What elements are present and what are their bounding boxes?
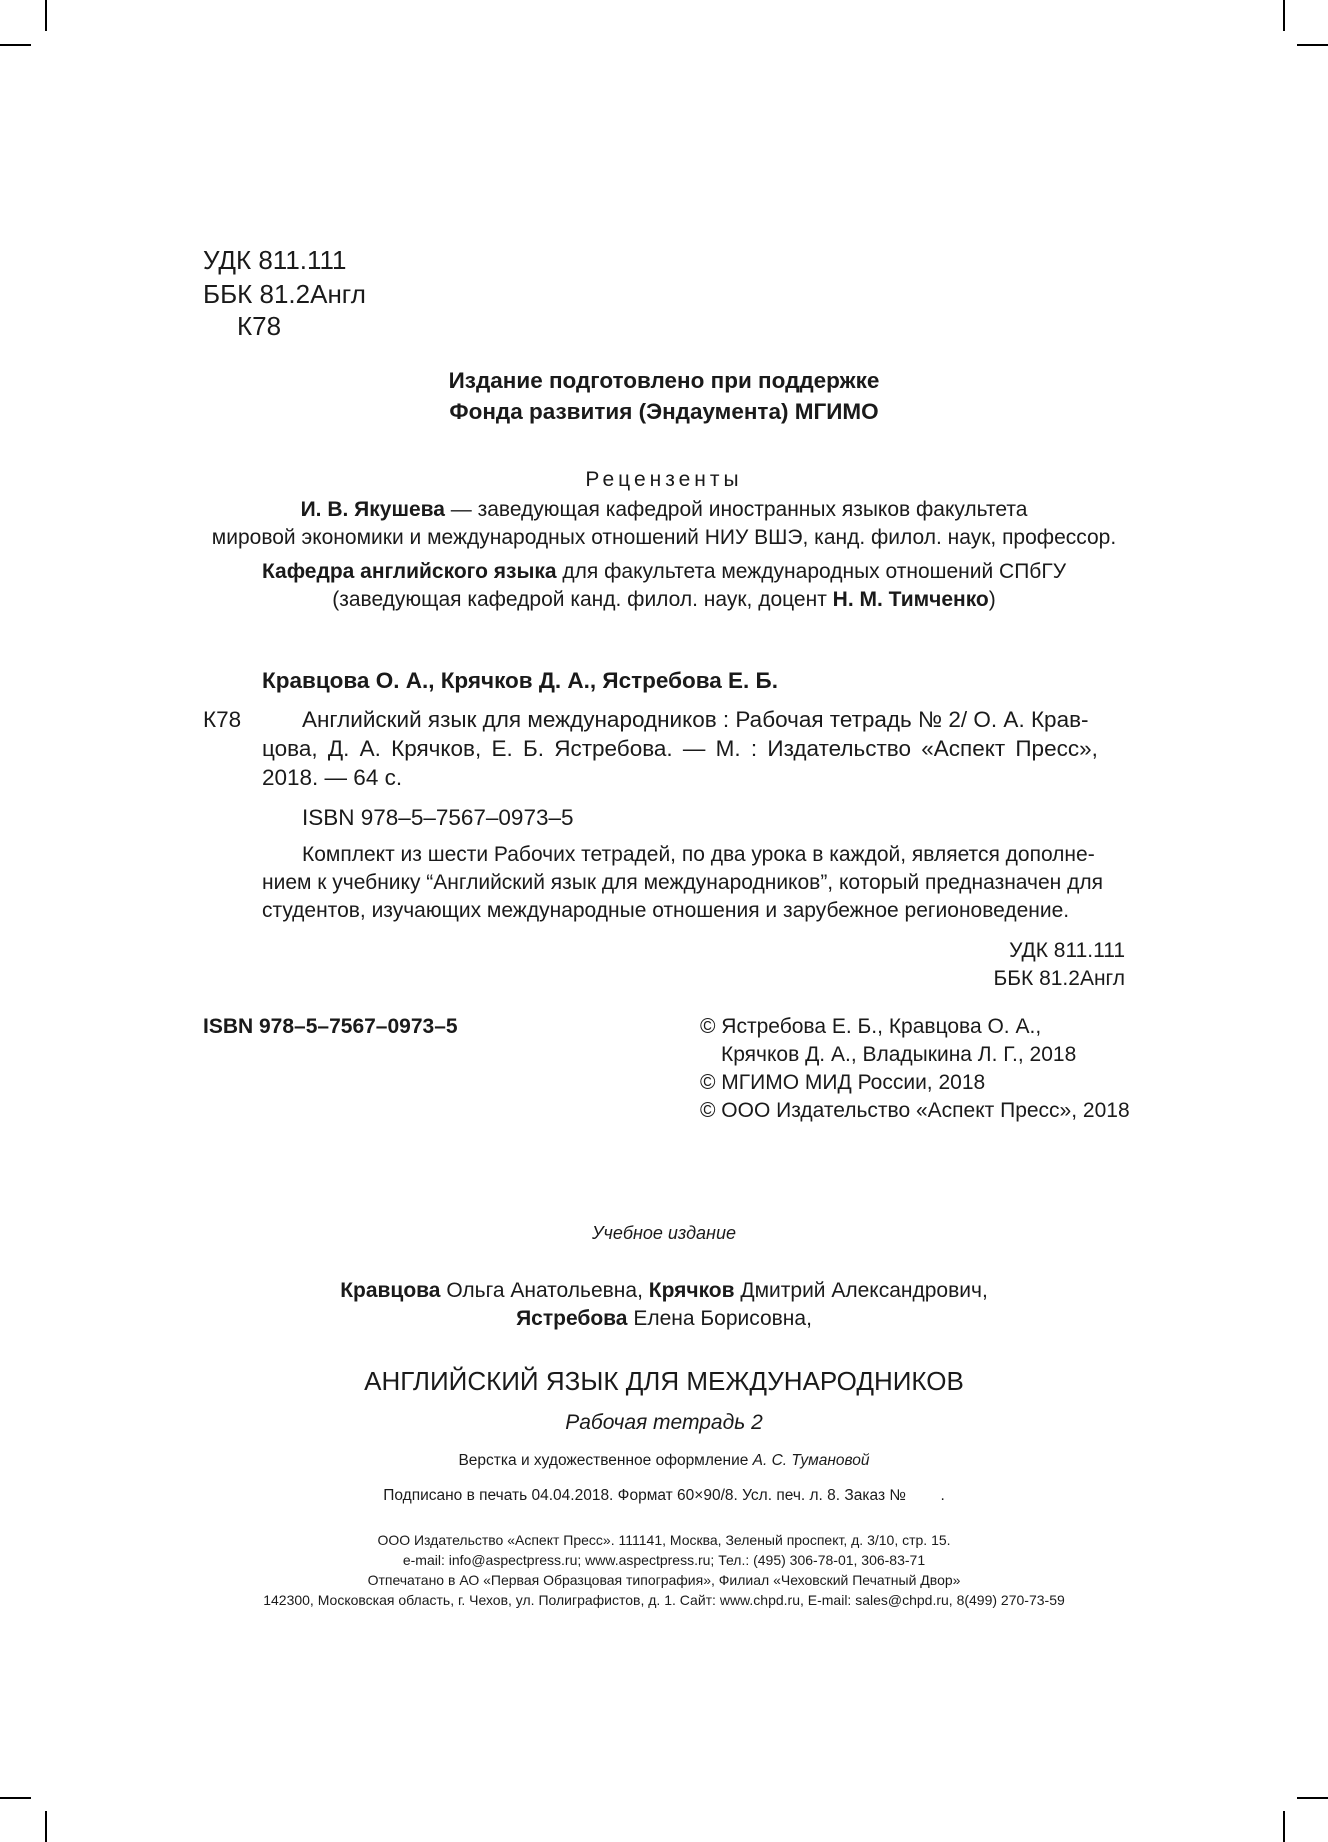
crop-mark-bottom-left-h (0, 1797, 31, 1799)
crop-mark-bottom-left-v (45, 1811, 47, 1842)
reviewer-2-name: Кафедра английского языка (261, 560, 557, 583)
crop-mark-bottom-right-v (1283, 1811, 1285, 1842)
reviewer-2-text-2b: ) (988, 588, 996, 611)
copyright-line-2: Крячков Д. А., Владыкина Л. Г., 2018 (721, 1043, 1077, 1066)
classification-author-mark: К78 (237, 311, 282, 341)
reviewer-2 (203, 558, 1125, 614)
biblio-authors: Кравцова О. А., Крячков Д. А., Ястребова Е. Б. (262, 668, 778, 693)
publisher-info (120, 1530, 1208, 1610)
publisher-line-2: e-mail: info@aspectpress.ru; www.aspectpress.ru; Тел.: (495) 306-78-01, 306-83-71 (402, 1552, 926, 1568)
crop-mark-bottom-right-h (1297, 1797, 1328, 1799)
crop-mark-top-right-h (1297, 44, 1328, 46)
book-subtitle: Рабочая тетрадь 2 (565, 1411, 763, 1434)
author-2-surname: Крячков (648, 1279, 735, 1302)
book-title: АНГЛИЙСКИЙ ЯЗЫК ДЛЯ МЕЖДУНАРОДНИКОВ (364, 1366, 964, 1396)
author-1-name: Ольга Анатольевна, (440, 1279, 649, 1302)
classification-bbk: ББК 81.2Англ (203, 279, 366, 309)
support-statement (203, 366, 1125, 426)
biblio-desc-line-1: Английский язык для международников : Рабочая тетрадь № 2/ О. А. Крав- (302, 707, 1089, 732)
copyright-line-3: © МГИМО МИД России, 2018 (700, 1071, 986, 1094)
crop-mark-top-left-v (45, 0, 47, 31)
copyright-block (700, 1013, 1130, 1125)
biblio-description (262, 705, 1125, 792)
layout-credit (203, 1450, 1125, 1471)
reviewer-1-text-1: — заведующая кафедрой иностранных языков факультета (444, 498, 1028, 521)
biblio-udk: УДК 811.111 (1009, 939, 1125, 962)
author-3-surname: Ястребова (516, 1307, 628, 1330)
biblio-desc-line-2: цова, Д. А. Крячков, Е. Б. Ястребова. — М. : Издательство «Аспект Пресс», (262, 736, 1098, 761)
reviewers-heading: Рецензенты (585, 468, 743, 491)
biblio-isbn: ISBN 978–5–7567–0973–5 (302, 805, 574, 830)
author-1-surname: Кравцова (340, 1279, 441, 1302)
isbn-main: ISBN 978–5–7567–0973–5 (203, 1015, 458, 1038)
reviewer-1 (203, 496, 1125, 552)
imprint-authors (203, 1277, 1125, 1333)
print-info: Подписано в печать 04.04.2018. Формат 60×90/8. Усл. печ. л. 8. Заказ № . (383, 1487, 945, 1504)
classification-udk: УДК 811.111 (203, 245, 347, 275)
copyright-line-1: © Ястребова Е. Б., Кравцова О. А., (700, 1015, 1042, 1038)
crop-mark-top-left-h (0, 44, 31, 46)
annotation-line-3: студентов, изучающих международные отношения и зарубежное регионоведение. (262, 899, 1070, 922)
layout-credit-name: А. С. Тумановой (752, 1452, 870, 1469)
reviewer-2-head: Н. М. Тимченко (832, 588, 989, 611)
publisher-line-1: ООО Издательство «Аспект Пресс». 111141, Москва, Зеленый проспект, д. 3/10, стр. 15. (377, 1532, 951, 1548)
reviewer-1-text-2: мировой экономики и международных отношений НИУ ВШЭ, канд. филол. наук, профессор. (211, 526, 1117, 549)
copyright-line-4: © ООО Издательство «Аспект Пресс», 2018 (700, 1099, 1130, 1122)
reviewer-1-name: И. В. Якушева (300, 498, 445, 521)
layout-credit-text: Верстка и художественное оформление (458, 1452, 753, 1469)
author-3-name: Елена Борисовна, (627, 1307, 812, 1330)
annotation-line-1: Комплект из шести Рабочих тетрадей, по два урока в каждой, является дополне- (302, 843, 1095, 866)
biblio-desc-line-3: 2018. — 64 с. (262, 765, 403, 790)
biblio-bbk: ББК 81.2Англ (993, 967, 1125, 990)
edition-type: Учебное издание (592, 1223, 736, 1243)
crop-mark-top-right-v (1283, 0, 1285, 31)
reviewer-2-text-2a: (заведующая кафедрой канд. филол. наук, доцент (332, 588, 833, 611)
reviewer-2-text-1: для факультета международных отношений СПбГУ (556, 560, 1067, 583)
biblio-annotation (262, 841, 1125, 925)
support-line-2: Фонда развития (Эндаумента) МГИМО (449, 399, 879, 424)
publisher-line-4: 142300, Московская область, г. Чехов, ул. Полиграфистов, д. 1. Сайт: www.chpd.ru, E-mail: sales@chpd.ru, 8(499) 270-73-59 (263, 1592, 1065, 1608)
author-2-name: Дмитрий Александрович, (734, 1279, 988, 1302)
annotation-line-2: нием к учебнику “Английский язык для международников”, который предназначен для (262, 871, 1103, 894)
biblio-mark: К78 (203, 707, 242, 732)
support-line-1: Издание подготовлено при поддержке (448, 368, 880, 393)
publisher-line-3: Отпечатано в АО «Первая Образцовая типография», Филиал «Чеховский Печатный Двор» (367, 1572, 961, 1588)
